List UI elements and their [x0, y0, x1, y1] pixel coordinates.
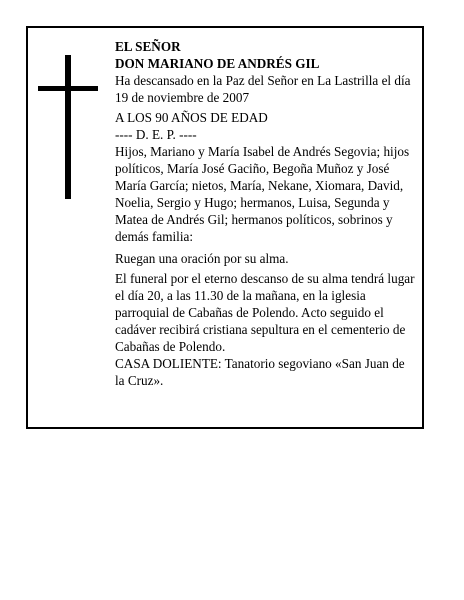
funeral-info: El funeral por el eterno descanso de su alma tendrá lugar el día 20, a las 11.30 de la mañana, en la iglesia parroquial de Cabañas de Polendo. Acto seguido el cadáver recibirá cristiana sepultura en el cementerio de Cabañas de Polendo.	[115, 271, 415, 354]
obituary-notice	[26, 26, 424, 429]
cross-icon	[38, 55, 98, 199]
age-line: A LOS 90 AÑOS DE EDAD	[115, 110, 268, 125]
deceased-name: DON MARIANO DE ANDRÉS GIL	[115, 56, 320, 71]
rip-line: ---- D. E. P. ----	[115, 127, 197, 142]
mourning-house: CASA DOLIENTE: Tanatorio segoviano «San Juan de la Cruz».	[115, 356, 405, 388]
prayer-request: Ruegan una oración por su alma.	[115, 251, 289, 266]
family-list: Hijos, Mariano y María Isabel de Andrés Segovia; hijos políticos, María José Gaciño, Begoña Muñoz y José María García; nietos, María, Nekane, Xiomara, David, Noelia, Sergio y Hugo; hermanos, Luisa, Segunda y Matea de Andrés Gil; hermanos políticos, sobrinos y demás familia:	[115, 144, 410, 244]
notice-text	[115, 38, 417, 392]
death-info: Ha descansado en la Paz del Señor en La Lastrilla el día 19 de noviembre de 2007	[115, 73, 411, 105]
notice-title: EL SEÑOR	[115, 39, 181, 54]
